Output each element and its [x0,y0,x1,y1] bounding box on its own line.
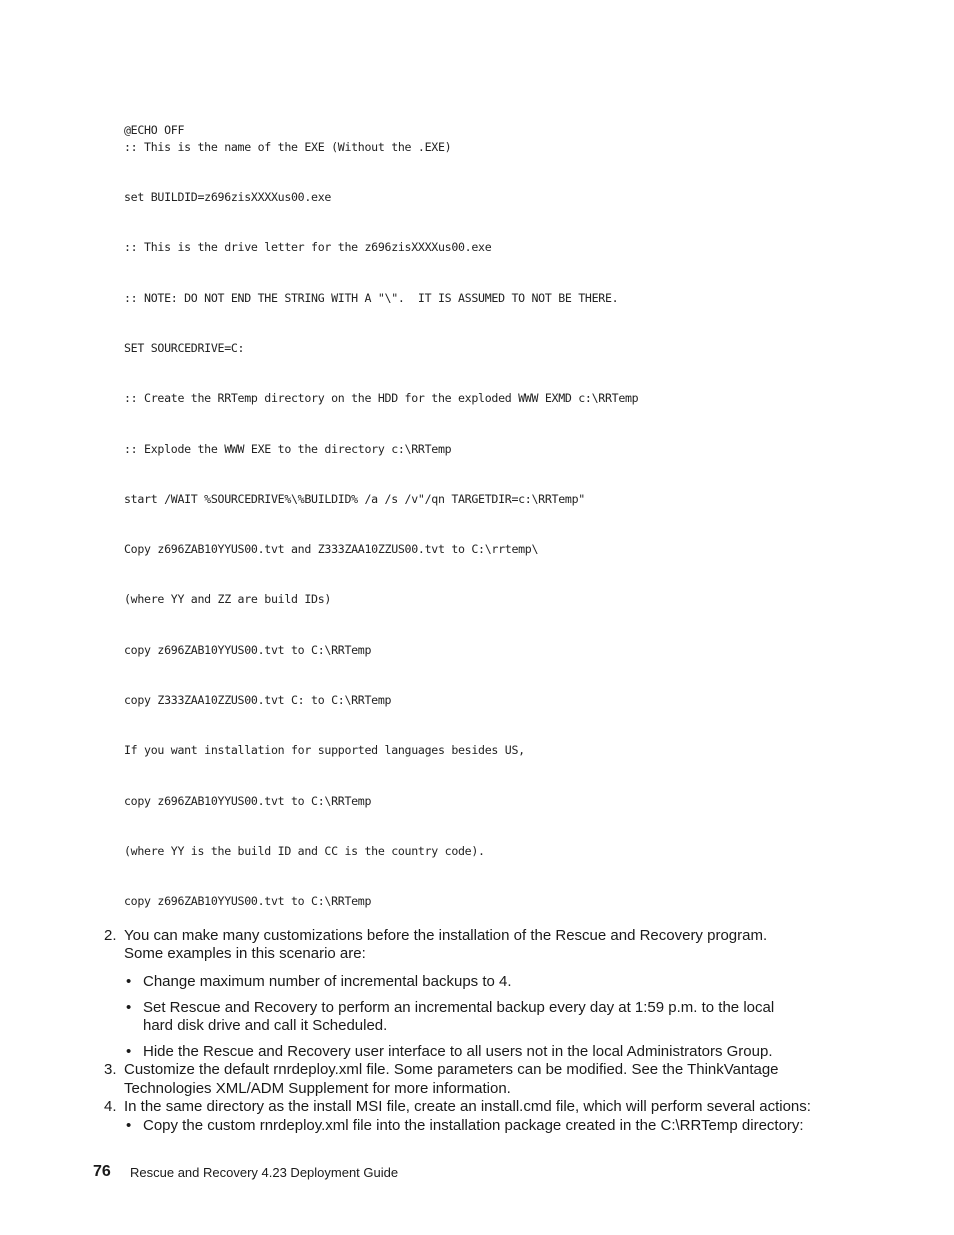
step-text: You can make many customizations before the installation of the Rescue and Recovery program. [124,927,768,944]
code-line: SET SOURCEDRIVE=C: [124,341,245,355]
step-text: Technologies XML/ADM Supplement for more information. [124,1080,511,1097]
bullet-text: hard disk drive and call it Scheduled. [143,1017,388,1034]
code-line: @ECHO OFF [124,123,185,137]
code-line: :: NOTE: DO NOT END THE STRING WITH A "\". IT IS ASSUMED TO NOT BE THERE. [124,291,619,305]
bullet-mark: • [126,1117,132,1134]
code-line: copy z696ZAB10YYUS00.tvt to C:\RRTemp [124,794,372,808]
code-line: copy z696ZAB10YYUS00.tvt to C:\RRTemp [124,643,372,657]
step-number: 4. [104,1098,117,1115]
code-line: :: Explode the WWW EXE to the directory c:\RRTemp [124,442,452,456]
code-line: :: This is the drive letter for the z696zisXXXXus00.exe [124,240,492,254]
bullet-text: Change maximum number of incremental backups to 4. [143,973,512,990]
step-number: 2. [104,927,117,944]
bullet-mark: • [126,973,132,990]
document-title: Rescue and Recovery 4.23 Deployment Guide [130,1165,399,1180]
code-line: (where YY is the build ID and CC is the country code). [124,844,485,858]
bullet-text: Hide the Rescue and Recovery user interface to all users not in the local Administrators Group. [143,1043,773,1060]
step-number: 3. [104,1061,117,1078]
code-line: set BUILDID=z696zisXXXXus00.exe [124,190,332,204]
step-text: Customize the default rnrdeploy.xml file. Some parameters can be modified. See the ThinkVantage [124,1061,779,1078]
bullet-mark: • [126,999,132,1016]
page-number: 76 [93,1163,111,1180]
bullet-text: Set Rescue and Recovery to perform an incremental backup every day at 1:59 p.m. to the local [143,999,775,1016]
code-line: copy Z333ZAA10ZZUS00.tvt C: to C:\RRTemp [124,693,392,707]
step-text: In the same directory as the install MSI file, create an install.cmd file, which will perform several actions: [124,1098,811,1115]
step-text: Some examples in this scenario are: [124,945,366,962]
code-line: copy z696ZAB10YYUS00.tvt to C:\RRTemp [124,894,372,908]
code-line: :: Create the RRTemp directory on the HDD for the exploded WWW EXMD c:\RRTemp [124,391,639,405]
bullet-mark: • [126,1043,132,1060]
code-line: (where YY and ZZ are build IDs) [124,592,332,606]
code-line: start /WAIT %SOURCEDRIVE%\%BUILDID% /a /s /v"/qn TARGETDIR=c:\RRTemp" [124,492,585,506]
bullet-text: Copy the custom rnrdeploy.xml file into the installation package created in the C:\RRTemp directory: [143,1117,804,1134]
code-line: :: This is the name of the EXE (Without the .EXE) [124,140,452,154]
code-line: If you want installation for supported languages besides US, [124,743,525,757]
code-line: Copy z696ZAB10YYUS00.tvt and Z333ZAA10ZZUS00.tvt to C:\rrtemp\ [124,542,539,556]
